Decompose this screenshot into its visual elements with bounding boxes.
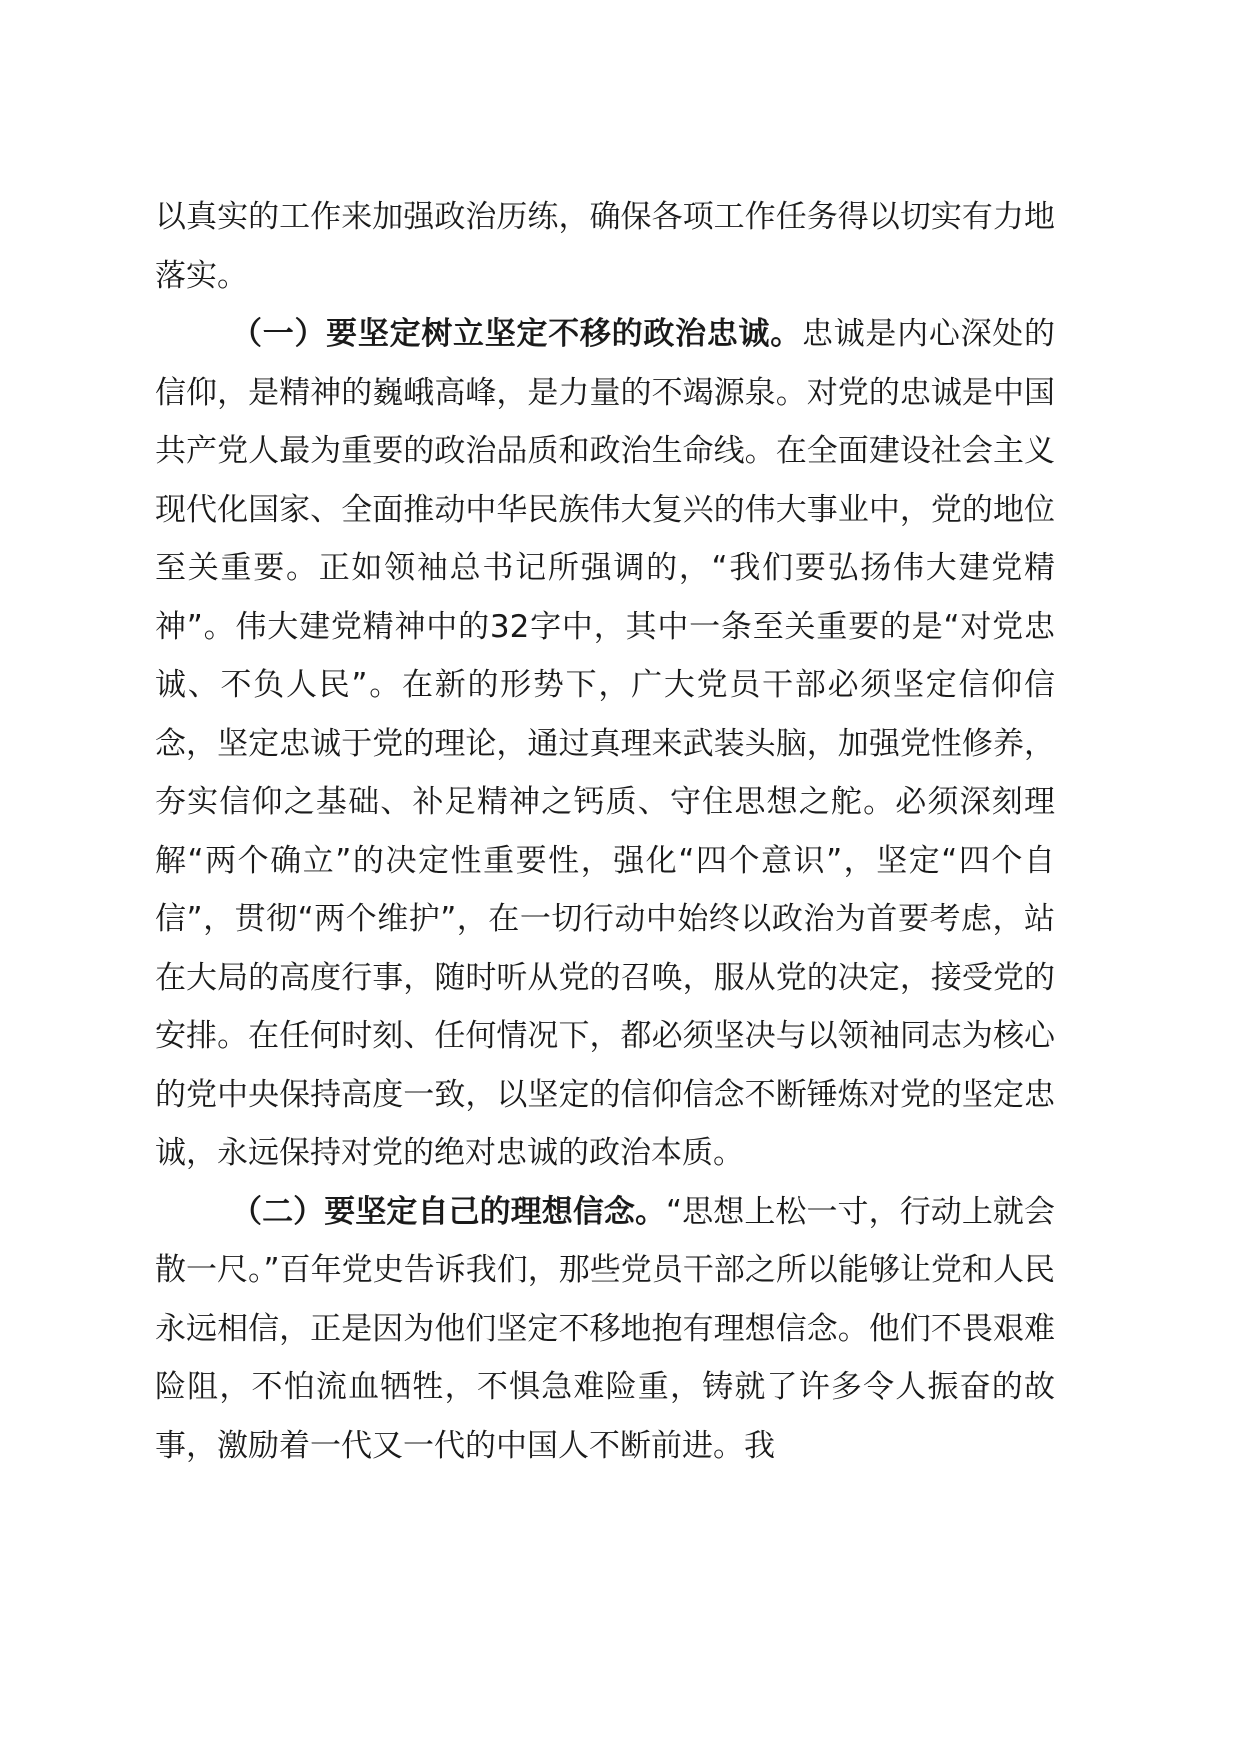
paragraph-text: 以真实的工作来加强政治历练，确保各项工作任务得以切实有力地落实。	[155, 199, 1055, 294]
paragraph-text: “思想上松一寸，行动上就会散一尺。”百年党史告诉我们，那些党员干部之所以能够让党和人民永远相信，正是因为他们坚定不移地抱有理想信念。他们不畏艰难险阻，不怕流血牺牲，不惧急难险重，铸就了许多令人振奋的故事，激励着一代又一代的中国人不断前进。我	[155, 1193, 1056, 1464]
section-heading: （二）要坚定自己的理想信念。	[231, 1193, 667, 1230]
document-body	[155, 188, 1055, 1475]
paragraph-ideals-beliefs	[155, 1183, 1055, 1476]
paragraph-continuation	[155, 188, 1055, 305]
paragraph-political-loyalty	[155, 305, 1055, 1183]
paragraph-text: 忠诚是内心深处的信仰，是精神的巍峨高峰，是力量的不竭源泉。对党的忠诚是中国共产党人最为重要的政治品质和政治生命线。在全面建设社会主义现代化国家、全面推动中华民族伟大复兴的伟大事业中，党的地位至关重要。正如领袖总书记所强调的，“我们要弘扬伟大建党精神”。伟大建党精神中的32字中，其中一条至关重要的是“对党忠诚、不负人民”。在新的形势下，广大党员干部必须坚定信仰信念，坚定忠诚于党的理论，通过真理来武装头脑，加强党性修养，夯实信仰之基础、补足精神之钙质、守住思想之舵。必须深刻理解“两个确立”的决定性重要性，强化“四个意识”，坚定“四个自信”，贯彻“两个维护”，在一切行动中始终以政治为首要考虑，站在大局的高度行事，随时听从党的召唤，服从党的决定，接受党的安排。在任何时刻、任何情况下，都必须坚决与以领袖同志为核心的党中央保持高度一致，以坚定的信仰信念不断锤炼对党的坚定忠诚，永远保持对党的绝对忠诚的政治本质。	[155, 316, 1056, 1171]
section-heading: （一）要坚定树立坚定不移的政治忠诚。	[231, 316, 802, 352]
